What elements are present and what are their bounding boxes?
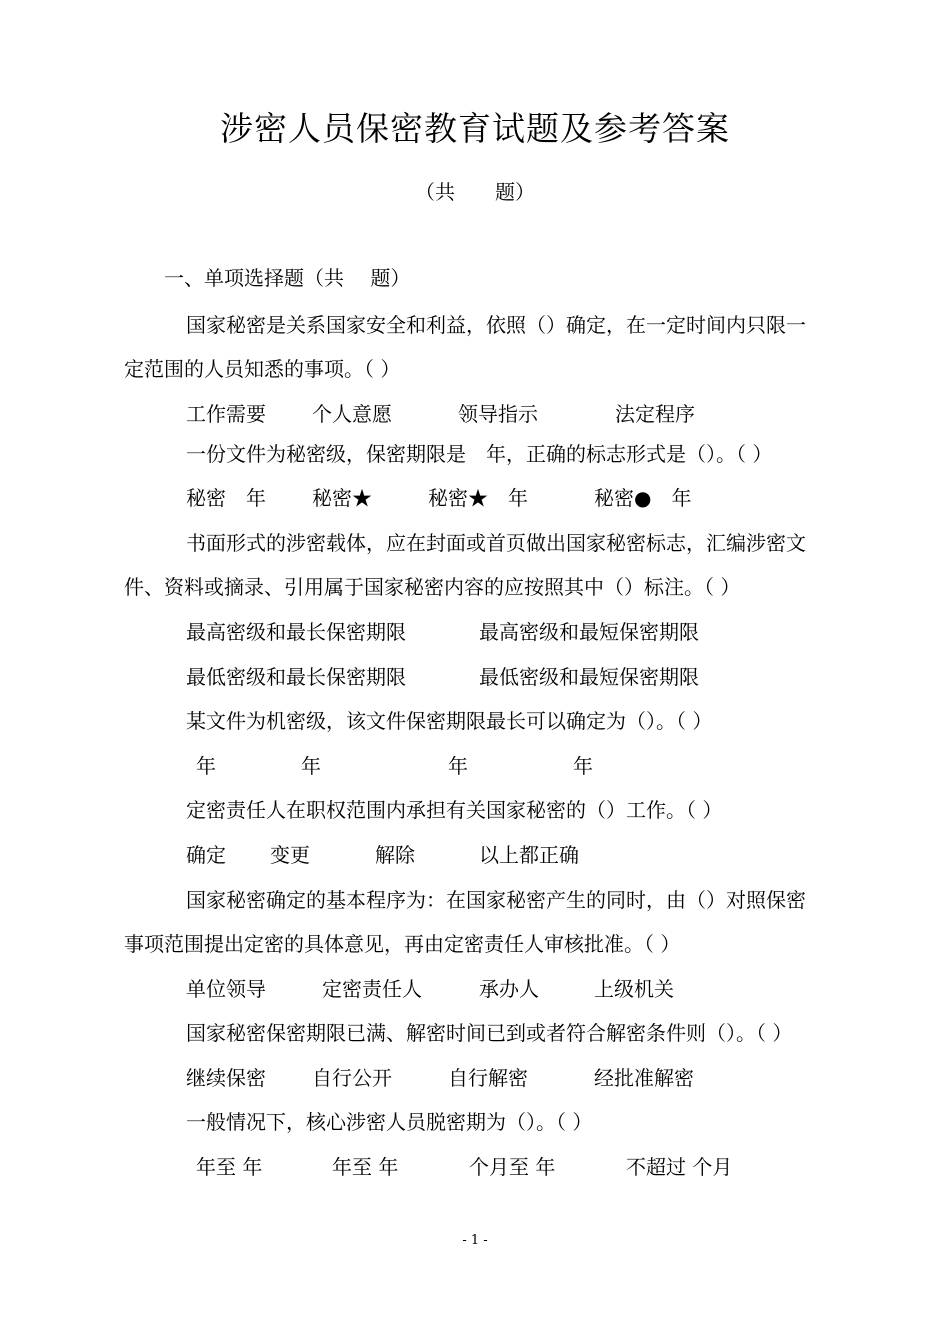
question-7-line-1: 国家秘密保密期限已满、解密时间已到或者符合解密条件则（）。（ ） xyxy=(186,1021,793,1045)
question-7-option-a: 继续保密 xyxy=(186,1066,266,1090)
question-1-option-b: 个人意愿 xyxy=(312,402,392,426)
question-8-line-1: 一般情况下，核心涉密人员脱密期为（）。（ ） xyxy=(186,1110,593,1134)
question-5-line-1: 定密责任人在职权范围内承担有关国家秘密的（）工作。（ ） xyxy=(186,798,723,822)
question-6-line-1: 国家秘密确定的基本程序为：在国家秘密产生的同时，由（）对照保密 xyxy=(186,888,806,912)
question-1-option-d: 法定程序 xyxy=(615,402,695,426)
page-number: - 1 - xyxy=(462,1233,488,1248)
question-8-option-b: 年至 年 xyxy=(332,1155,399,1179)
question-4-option-a: 年 xyxy=(196,754,216,778)
question-6-option-b: 定密责任人 xyxy=(322,977,422,1001)
question-3-option-c: 最低密级和最长保密期限 xyxy=(186,665,406,689)
question-3-line-1: 书面形式的涉密载体，应在封面或首页做出国家秘密标志，汇编涉密文 xyxy=(186,531,806,555)
question-6-option-a: 单位领导 xyxy=(186,977,266,1001)
question-1-line-1: 国家秘密是关系国家安全和利益，依照（）确定，在一定时间内只限一 xyxy=(186,313,806,337)
question-4-option-c: 年 xyxy=(448,754,468,778)
question-4-option-b: 年 xyxy=(301,754,321,778)
question-2-option-b: 秘密★ xyxy=(312,486,372,510)
section-heading: 一、单项选择题（共 题） xyxy=(164,266,411,290)
document-subtitle: （共 题） xyxy=(415,180,535,204)
question-3-option-d: 最低密级和最短保密期限 xyxy=(479,665,699,689)
question-7-option-d: 经批准解密 xyxy=(594,1066,694,1090)
question-2-option-d: 秘密● 年 xyxy=(594,486,692,510)
question-7-option-b: 自行公开 xyxy=(312,1066,392,1090)
question-4-line-1: 某文件为机密级，该文件保密期限最长可以确定为（）。（ ） xyxy=(186,709,713,733)
question-7-option-c: 自行解密 xyxy=(448,1066,528,1090)
question-3-option-a: 最高密级和最长保密期限 xyxy=(186,620,406,644)
question-3-line-2: 件、资料或摘录、引用属于国家秘密内容的应按照其中（）标注。（ ） xyxy=(124,575,741,599)
question-4-option-d: 年 xyxy=(573,754,593,778)
question-1-line-2: 定范围的人员知悉的事项。（ ） xyxy=(124,357,401,381)
question-6-option-c: 承办人 xyxy=(479,977,539,1001)
question-8-option-c: 个月至 年 xyxy=(469,1155,556,1179)
question-5-option-a: 确定 xyxy=(186,843,226,867)
question-2-line-1: 一份文件为秘密级，保密期限是 年，正确的标志形式是（）。（ ） xyxy=(186,442,773,466)
question-5-option-b: 变更 xyxy=(270,843,310,867)
question-1-option-c: 领导指示 xyxy=(458,402,538,426)
question-1-option-a: 工作需要 xyxy=(186,402,266,426)
question-3-option-b: 最高密级和最短保密期限 xyxy=(479,620,699,644)
question-5-option-d: 以上都正确 xyxy=(479,843,579,867)
question-8-option-d: 不超过 个月 xyxy=(626,1155,733,1179)
question-5-option-c: 解除 xyxy=(375,843,415,867)
question-6-option-d: 上级机关 xyxy=(594,977,674,1001)
question-8-option-a: 年至 年 xyxy=(196,1155,263,1179)
question-6-line-2: 事项范围提出定密的具体意见，再由定密责任人审核批准。（ ） xyxy=(124,932,681,956)
question-2-option-c: 秘密★ 年 xyxy=(428,486,528,510)
question-2-option-a: 秘密 年 xyxy=(186,486,266,510)
document-title: 涉密人员保密教育试题及参考答案 xyxy=(220,109,730,148)
